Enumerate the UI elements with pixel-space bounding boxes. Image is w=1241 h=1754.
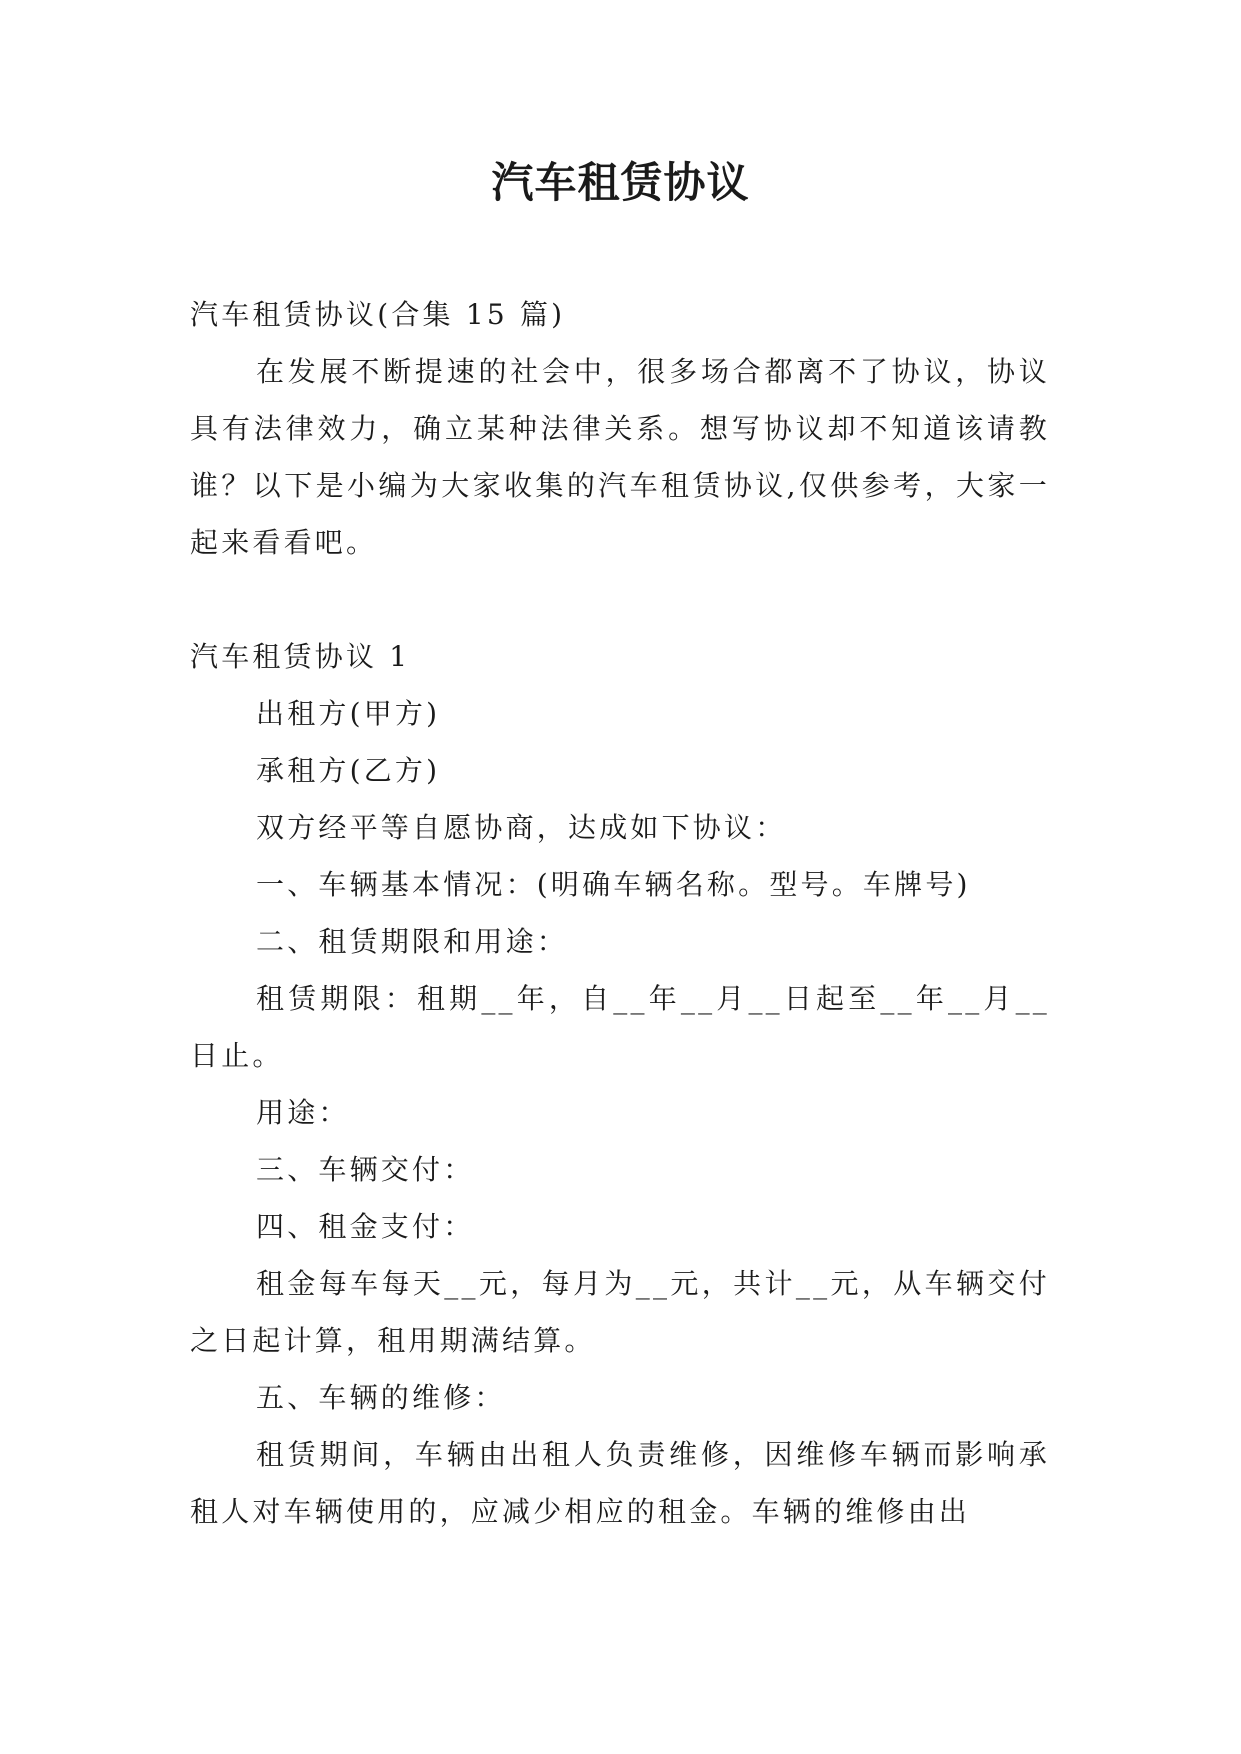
paragraph-delivery-heading: 三、车辆交付： <box>256 1153 475 1186</box>
intro-paragraph: 在发展不断提速的社会中，很多场合都离不了协议，协议具有法律效力，确立某种法律关系。想写协议却不知道该请教谁？以下是小编为大家收集的汽车租赁协议,仅供参考，大家一起来看看吧。 <box>190 355 1050 559</box>
section-heading: 汽车租赁协议 1 <box>190 640 411 673</box>
document-subtitle: 汽车租赁协议(合集 15 篇) <box>190 298 566 331</box>
paragraph-lease-term-heading: 二、租赁期限和用途： <box>256 925 569 958</box>
document-title: 汽车租赁协议 <box>491 158 750 207</box>
paragraph-lessor: 出租方(甲方) <box>256 697 441 730</box>
paragraph-maintenance: 租赁期间，车辆由出租人负责维修，因维修车辆而影响承租人对车辆使用的，应减少相应的租金。车辆的维修由出 <box>190 1438 1050 1528</box>
paragraph-agreement: 双方经平等自愿协商，达成如下协议： <box>256 811 787 844</box>
paragraph-vehicle-info: 一、车辆基本情况：(明确车辆名称。型号。车牌号) <box>256 868 971 901</box>
paragraph-maintenance-heading: 五、车辆的维修： <box>256 1381 506 1414</box>
paragraph-usage: 用途： <box>256 1096 350 1129</box>
paragraph-lease-term: 租赁期限：租期__年，自__年__月__日起至__年__月__日止。 <box>190 982 1050 1072</box>
paragraph-rent: 租金每车每天__元，每月为__元，共计__元，从车辆交付之日起计算，租用期满结算。 <box>190 1267 1050 1357</box>
paragraph-lessee: 承租方(乙方) <box>256 754 441 787</box>
paragraph-rent-heading: 四、租金支付： <box>256 1210 475 1243</box>
document-body <box>190 286 1050 1540</box>
